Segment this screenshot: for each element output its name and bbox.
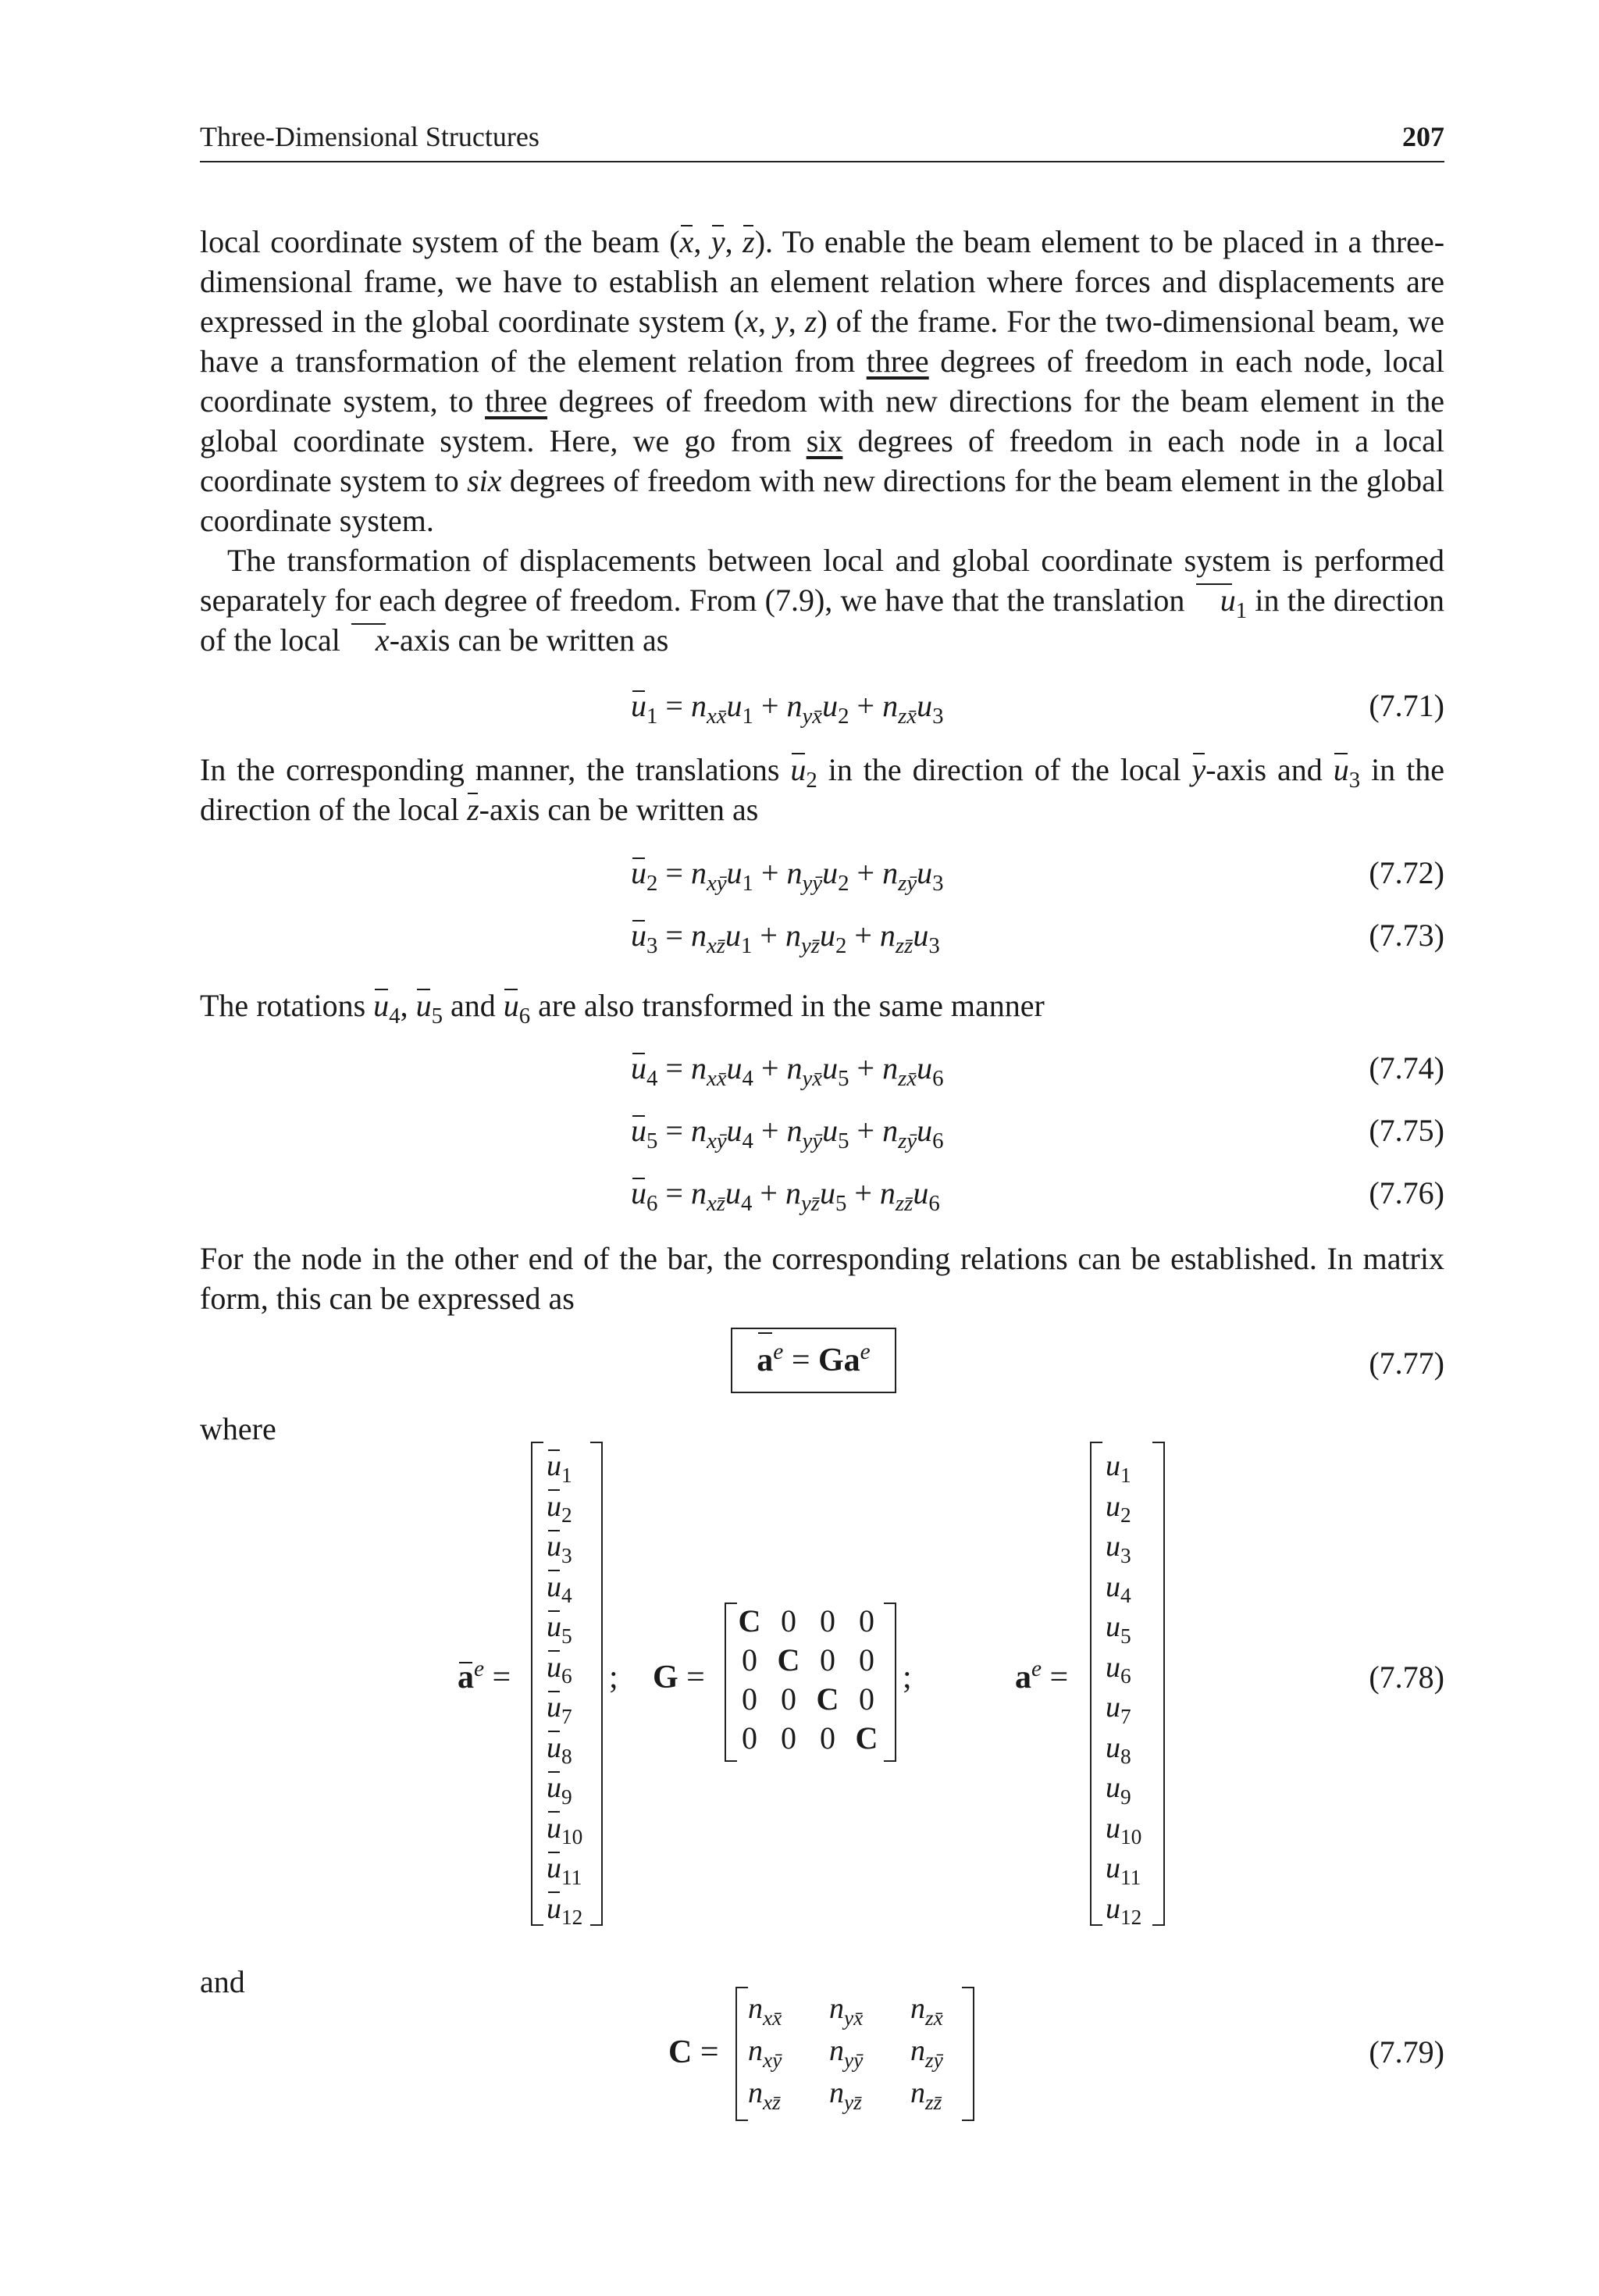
equation-body: $u_3 = n_{xz̄}u_1 + n_{yz̄}u_2 + n_{zz̄}u_3$ [631, 918, 940, 959]
matrix-cell: $n_{xx̄}$ [748, 1992, 782, 2030]
a-e-label: $a^e$ = [1015, 1656, 1069, 1695]
matrix-cell: $n_{yx̄}$ [829, 1992, 864, 2030]
vector-entry: $u_1$ [1106, 1449, 1131, 1487]
vector-entry: $u_8$ [1106, 1731, 1131, 1769]
vector-entry: $u_{12}$ [1106, 1891, 1142, 1930]
matrix-cell: C [777, 1642, 800, 1677]
equation-body: $u_2 = n_{xȳ}u_1 + n_{yȳ}u_2 + n_{zȳ}u_3$ [631, 855, 944, 897]
vector-entry: $u_2$ [1106, 1489, 1131, 1528]
running-header [200, 117, 1444, 162]
equation-number: (7.71) [1369, 688, 1444, 723]
paragraph-5: For the node in the other end of the bar, the corresponding relations can be established. In matrix form, this can be expressed as [200, 1241, 1444, 1316]
matrix-cell: $n_{yȳ}$ [829, 2034, 864, 2072]
matrix-cell: 0 [859, 1642, 874, 1677]
vector-entry: $u_4$ [547, 1567, 582, 1608]
vector-entry: $u_3$ [547, 1527, 582, 1567]
equation-number-7-77: (7.77) [1369, 1346, 1444, 1381]
page-number: 207 [1402, 121, 1444, 152]
and-label: and [200, 1964, 245, 1999]
vector-entry: $u_6$ [1106, 1650, 1131, 1688]
vector-entry: $u_{11}$ [1106, 1852, 1141, 1889]
equation-body: $u_4 = n_{xx̄}u_4 + n_{yx̄}u_5 + n_{zx̄}u_6$ [631, 1050, 944, 1092]
vector-entry: $u_6$ [547, 1648, 582, 1688]
left-bracket [531, 1442, 543, 1926]
matrix-cell: C [816, 1681, 839, 1717]
boxed-equation-7-77: $a^e = Ga^e$ [731, 1328, 896, 1393]
equation-number-7-78: (7.78) [1369, 1660, 1444, 1695]
matrix-cell: 0 [820, 1642, 835, 1677]
matrix-cell: 0 [781, 1603, 796, 1638]
matrix-cell: 0 [742, 1720, 757, 1756]
paragraph-4: The rotations $u_4$, $u_5$ and $u_6$ are also transformed in the same manner [200, 986, 1444, 1025]
C-label: C = [668, 2034, 719, 2070]
right-bracket [884, 1603, 896, 1762]
semicolon: ; [903, 1660, 912, 1695]
vector-entry: $u_9$ [547, 1768, 582, 1809]
vector-entry: $u_{11}$ [547, 1849, 582, 1889]
equation-number-7-79: (7.79) [1369, 2034, 1444, 2070]
equation-body: $u_1 = n_{xx̄}u_1 + n_{yx̄}u_2 + n_{zx̄}u_3$ [631, 688, 944, 729]
matrix-cell: $n_{yz̄}$ [829, 2077, 862, 2114]
equation-number: (7.73) [1369, 918, 1444, 953]
matrix-cell: 0 [820, 1603, 835, 1638]
matrix-cell: $n_{xz̄}$ [748, 2077, 781, 2114]
equation-7-71 [200, 687, 1444, 734]
equation-7-75 [200, 1112, 1444, 1159]
matrix-cell: $n_{zx̄}$ [910, 1992, 943, 2030]
vector-entry: $u_{10}$ [1106, 1811, 1142, 1849]
equation-number: (7.75) [1369, 1113, 1444, 1148]
matrix-cell: $n_{zȳ}$ [910, 2034, 943, 2072]
vector-entry: $u_3$ [1106, 1530, 1131, 1567]
equation-7-73 [200, 917, 1444, 964]
vector-entry: $u_5$ [547, 1607, 582, 1648]
matrix-cell: 0 [859, 1603, 874, 1638]
a-bar-e-label: $a^e$ = [458, 1656, 511, 1695]
matrix-cell: 0 [781, 1720, 796, 1756]
vector-entry: $u_7$ [1106, 1691, 1131, 1728]
equation-body: $u_6 = n_{xz̄}u_4 + n_{yz̄}u_5 + n_{zz̄}u_6$ [631, 1175, 940, 1217]
vector-entry: $u_9$ [1106, 1771, 1131, 1809]
matrix-cell: 0 [820, 1720, 835, 1756]
left-bracket [735, 1987, 748, 2121]
right-bracket [1152, 1442, 1165, 1926]
vector-entry: $u_{10}$ [547, 1809, 582, 1849]
vector-entry: $u_8$ [547, 1728, 582, 1769]
paragraph-2: The transformation of displacements between local and global coordinate system is performed separately for each degree of freedom. From (7.9), we have that the translation $u_1$ in the direction of the local x-axis can be written as [200, 540, 1444, 660]
G-label: G = [653, 1660, 705, 1695]
matrix-cell: $n_{xȳ}$ [748, 2034, 782, 2072]
equation-number: (7.74) [1369, 1050, 1444, 1086]
right-bracket [590, 1442, 603, 1926]
a-bar-vector [547, 1446, 582, 1929]
page [200, 0, 1444, 2296]
equation-7-76 [200, 1175, 1444, 1221]
equation-7-72 [200, 854, 1444, 901]
matrix-cell: C [855, 1720, 878, 1756]
left-bracket [1090, 1442, 1102, 1926]
matrix-cell: 0 [742, 1642, 757, 1677]
matrix-cell: 0 [781, 1681, 796, 1717]
a-e-vector [1106, 1446, 1141, 1929]
equation-7-74 [200, 1050, 1444, 1096]
right-bracket [962, 1987, 974, 2121]
matrix-cell: $n_{zz̄}$ [910, 2077, 942, 2114]
vector-entry: $u_{12}$ [547, 1889, 582, 1930]
matrix-cell: 0 [742, 1681, 757, 1717]
vector-entry: $u_4$ [1106, 1570, 1131, 1608]
semicolon: ; [609, 1660, 618, 1695]
vector-entry: $u_2$ [547, 1487, 582, 1528]
matrix-cell: 0 [859, 1681, 874, 1717]
paragraph-1: local coordinate system of the beam (x, y, z). To enable the beam element to be placed in a three-dimensional frame, we have to establish an element relation where forces and displacements are expressed in the global coordinate system (x, y, z) of the frame. For the two-dimensional beam, we have a transformation of the element relation from three degrees of freedom in each node, local coordinate system, to three degrees of freedom with new directions for the beam element in the global coordinate system. Here, we go from six degrees of freedom in each node in a local coordinate system to six degrees of freedom with new directions for the beam element in the global coordinate system. [200, 222, 1444, 540]
where-label: where [200, 1411, 276, 1446]
equation-body: $u_5 = n_{xȳ}u_4 + n_{yȳ}u_5 + n_{zȳ}u_6$ [631, 1113, 944, 1154]
vector-entry: $u_7$ [547, 1688, 582, 1728]
vector-entry: $u_1$ [547, 1446, 582, 1487]
running-title: Three-Dimensional Structures [200, 121, 540, 152]
paragraph-3: In the corresponding manner, the translations $u_2$ in the direction of the local y-axis and $u_3$ in the direction of the local z-axis can be written as [200, 750, 1444, 829]
matrix-cell: C [738, 1603, 761, 1638]
equation-number: (7.76) [1369, 1175, 1444, 1210]
vector-entry: $u_5$ [1106, 1610, 1131, 1648]
equation-number: (7.72) [1369, 855, 1444, 890]
